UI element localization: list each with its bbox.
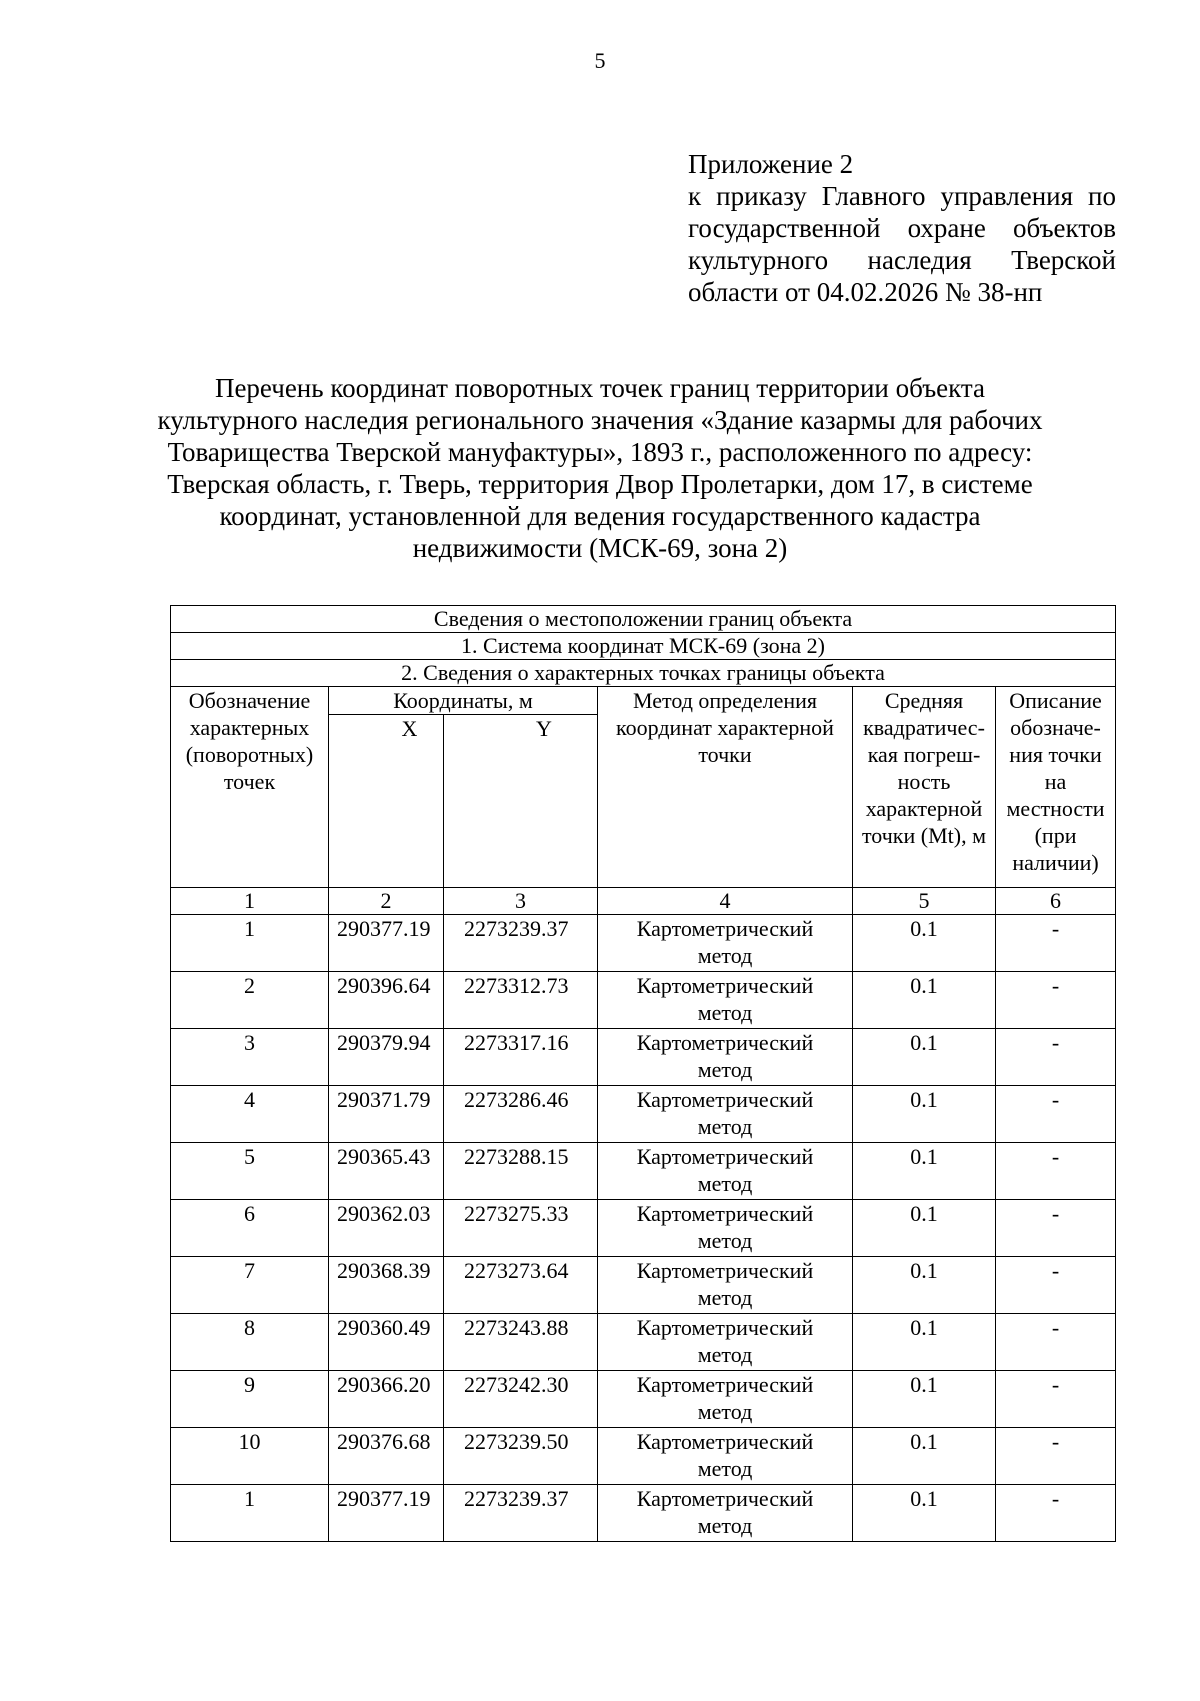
- description-value: -: [996, 1257, 1116, 1314]
- column-number: 1: [171, 888, 329, 915]
- error-value: 0.1: [853, 1428, 996, 1485]
- header-text: характерной: [865, 796, 983, 821]
- appendix-block: [688, 148, 1116, 308]
- coordinate-y: 2273239.50: [444, 1428, 598, 1485]
- error-value: 0.1: [853, 1143, 996, 1200]
- banner-coordinate-system: 1. Система координат МСК-69 (зона 2): [171, 633, 1116, 660]
- method-text: метод: [697, 1000, 753, 1025]
- method-text: Картометрический: [636, 1486, 814, 1511]
- description-value: -: [996, 1029, 1116, 1086]
- table-row: [171, 1428, 1116, 1485]
- table-body: [171, 606, 1116, 1542]
- coordinate-y: 2273275.33: [444, 1200, 598, 1257]
- coordinate-x: 290360.49: [329, 1314, 444, 1371]
- method-text: метод: [697, 1342, 753, 1367]
- header-text: Средняя: [884, 688, 964, 713]
- header-text: точки (Mt), м: [861, 823, 987, 848]
- coordinate-x: 290377.19: [329, 915, 444, 972]
- document-title: [150, 372, 1050, 564]
- header-x: X: [329, 715, 444, 888]
- method-cell: [598, 1029, 853, 1086]
- table-row: [171, 915, 1116, 972]
- error-value: 0.1: [853, 1371, 996, 1428]
- method-text: Картометрический: [636, 973, 814, 998]
- coordinate-x: 290379.94: [329, 1029, 444, 1086]
- point-number: 6: [171, 1200, 329, 1257]
- table-row: [171, 1086, 1116, 1143]
- header-mean-square-error: [853, 687, 996, 888]
- table-row: [171, 1485, 1116, 1542]
- table-row: [171, 1371, 1116, 1428]
- coordinate-y: 2273288.15: [444, 1143, 598, 1200]
- title-line: культурного наследия регионального значения «Здание казармы для рабочих: [157, 405, 1043, 435]
- method-cell: [598, 1371, 853, 1428]
- header-text: (при: [1034, 823, 1077, 848]
- method-text: метод: [697, 1285, 753, 1310]
- header-row: [171, 687, 1116, 715]
- table-row: [171, 1200, 1116, 1257]
- appendix-line: к приказу Главного управления по: [688, 181, 1116, 211]
- header-text: Метод определения: [632, 688, 818, 713]
- header-text: Описание: [1009, 688, 1102, 713]
- appendix-line: культурного наследия Тверской: [688, 245, 1116, 275]
- header-text: Обозначение: [188, 688, 311, 713]
- description-value: -: [996, 1371, 1116, 1428]
- appendix-line: области от 04.02.2026 № 38-нп: [688, 277, 1043, 307]
- banner-boundary-info: Сведения о местоположении границ объекта: [171, 606, 1116, 633]
- column-number: 5: [853, 888, 996, 915]
- point-number: 9: [171, 1371, 329, 1428]
- header-text: квадратичес-: [863, 715, 985, 740]
- description-value: -: [996, 1314, 1116, 1371]
- method-text: Картометрический: [636, 1030, 814, 1055]
- error-value: 0.1: [853, 1200, 996, 1257]
- point-number: 2: [171, 972, 329, 1029]
- method-cell: [598, 1200, 853, 1257]
- header-text: на: [1044, 769, 1067, 794]
- point-number: 1: [171, 915, 329, 972]
- header-text: местности: [1006, 796, 1105, 821]
- column-number: 2: [329, 888, 444, 915]
- description-value: -: [996, 1485, 1116, 1542]
- method-text: метод: [697, 1057, 753, 1082]
- error-value: 0.1: [853, 1029, 996, 1086]
- column-number: 4: [598, 888, 853, 915]
- coordinate-x: 290376.68: [329, 1428, 444, 1485]
- description-value: -: [996, 1428, 1116, 1485]
- header-text: точки: [698, 742, 752, 767]
- table-row: [171, 1314, 1116, 1371]
- method-text: Картометрический: [636, 1258, 814, 1283]
- coordinate-y: 2273317.16: [444, 1029, 598, 1086]
- header-text: наличии): [1012, 850, 1099, 875]
- point-number: 8: [171, 1314, 329, 1371]
- coordinate-x: 290371.79: [329, 1086, 444, 1143]
- header-text: (поворотных): [185, 742, 314, 767]
- coordinate-y: 2273239.37: [444, 915, 598, 972]
- error-value: 0.1: [853, 1257, 996, 1314]
- appendix-line: Приложение 2: [688, 149, 854, 179]
- method-text: метод: [697, 1114, 753, 1139]
- method-text: Картометрический: [636, 1372, 814, 1397]
- coordinate-x: 290365.43: [329, 1143, 444, 1200]
- point-number: 10: [171, 1428, 329, 1485]
- error-value: 0.1: [853, 915, 996, 972]
- method-text: метод: [697, 1228, 753, 1253]
- method-text: метод: [697, 943, 753, 968]
- error-value: 0.1: [853, 1314, 996, 1371]
- method-cell: [598, 1485, 853, 1542]
- header-y: Y: [444, 715, 598, 888]
- column-number: 3: [444, 888, 598, 915]
- description-value: -: [996, 972, 1116, 1029]
- method-cell: [598, 972, 853, 1029]
- coordinate-y: 2273286.46: [444, 1086, 598, 1143]
- column-number-row: [171, 888, 1116, 915]
- header-text: кая погреш-: [867, 742, 981, 767]
- method-cell: [598, 1086, 853, 1143]
- method-text: Картометрический: [636, 1315, 814, 1340]
- method-text: Картометрический: [636, 1087, 814, 1112]
- description-value: -: [996, 1200, 1116, 1257]
- method-text: метод: [697, 1171, 753, 1196]
- method-cell: [598, 1257, 853, 1314]
- banner-row: [171, 606, 1116, 633]
- method-cell: [598, 1428, 853, 1485]
- coordinates-table: [170, 605, 1116, 1542]
- error-value: 0.1: [853, 1086, 996, 1143]
- point-number: 7: [171, 1257, 329, 1314]
- point-number: 1: [171, 1485, 329, 1542]
- title-line: Перечень координат поворотных точек границ территории объекта: [214, 373, 986, 403]
- coordinate-y: 2273312.73: [444, 972, 598, 1029]
- method-text: метод: [697, 1513, 753, 1538]
- coordinate-x: 290362.03: [329, 1200, 444, 1257]
- header-designation: [171, 687, 329, 888]
- header-text: характерных: [189, 715, 310, 740]
- method-text: метод: [697, 1399, 753, 1424]
- method-cell: [598, 1314, 853, 1371]
- description-value: -: [996, 1143, 1116, 1200]
- coordinate-x: 290396.64: [329, 972, 444, 1029]
- description-value: -: [996, 1086, 1116, 1143]
- coordinate-y: 2273242.30: [444, 1371, 598, 1428]
- header-text: обозначе-: [1010, 715, 1101, 740]
- point-number: 3: [171, 1029, 329, 1086]
- method-cell: [598, 1143, 853, 1200]
- coordinate-x: 290368.39: [329, 1257, 444, 1314]
- table-row: [171, 972, 1116, 1029]
- method-text: Картометрический: [636, 916, 814, 941]
- coordinate-y: 2273243.88: [444, 1314, 598, 1371]
- coordinate-y: 2273273.64: [444, 1257, 598, 1314]
- page-number: 5: [594, 48, 606, 73]
- coordinate-x: 290366.20: [329, 1371, 444, 1428]
- appendix-line: государственной охране объектов: [688, 213, 1116, 243]
- banner-row: [171, 660, 1116, 687]
- method-cell: [598, 915, 853, 972]
- header-description: [996, 687, 1116, 888]
- header-method: [598, 687, 853, 888]
- header-text: ния точки: [1009, 742, 1102, 767]
- description-value: -: [996, 915, 1116, 972]
- point-number: 5: [171, 1143, 329, 1200]
- column-number: 6: [996, 888, 1116, 915]
- coordinate-x: 290377.19: [329, 1485, 444, 1542]
- method-text: Картометрический: [636, 1429, 814, 1454]
- method-text: Картометрический: [636, 1144, 814, 1169]
- title-line: недвижимости (МСК-69, зона 2): [412, 533, 788, 563]
- point-number: 4: [171, 1086, 329, 1143]
- header-text: точек: [223, 769, 276, 794]
- method-text: метод: [697, 1456, 753, 1481]
- title-line: Товарищества Тверской мануфактуры», 1893 г., расположенного по адресу:: [167, 437, 1033, 467]
- title-line: Тверская область, г. Тверь, территория Двор Пролетарки, дом 17, в системе: [167, 469, 1033, 499]
- coordinate-y: 2273239.37: [444, 1485, 598, 1542]
- error-value: 0.1: [853, 972, 996, 1029]
- table-row: [171, 1143, 1116, 1200]
- table-row: [171, 1029, 1116, 1086]
- method-text: Картометрический: [636, 1201, 814, 1226]
- header-text: координат характерной: [616, 715, 834, 740]
- header-text: ность: [897, 769, 951, 794]
- header-coordinates: Координаты, м: [329, 687, 598, 715]
- banner-row: [171, 633, 1116, 660]
- banner-points-info: 2. Сведения о характерных точках границы объекта: [171, 660, 1116, 687]
- table-row: [171, 1257, 1116, 1314]
- error-value: 0.1: [853, 1485, 996, 1542]
- title-line: координат, установленной для ведения государственного кадастра: [219, 501, 981, 531]
